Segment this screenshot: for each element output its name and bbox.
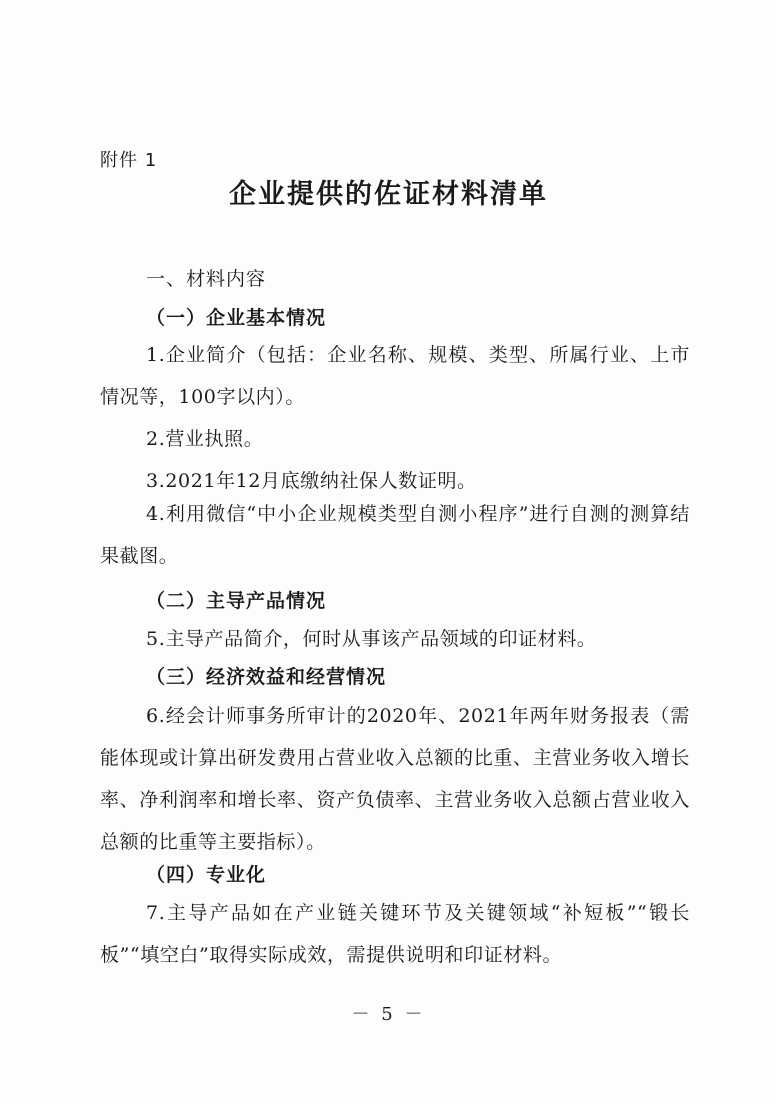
item-4-self-test-screenshot: 4.利用微信“中小企业规模类型自测小程序”进行自测的测算结果截图。 bbox=[100, 503, 690, 567]
section-heading-materials: 一、材料内容 bbox=[146, 268, 267, 290]
subsection-heading-specialization: （四）专业化 bbox=[146, 864, 267, 886]
document-title: 企业提供的佐证材料清单 bbox=[229, 179, 548, 210]
item-1-company-profile: 1.企业简介（包括：企业名称、规模、类型、所属行业、上市情况等，100字以内）。 bbox=[100, 344, 690, 408]
attachment-label: 附件 1 bbox=[100, 150, 158, 171]
page-number: － 5 － bbox=[351, 1004, 426, 1025]
item-3-social-insurance: 3.2021年12月底缴纳社保人数证明。 bbox=[146, 470, 477, 492]
item-6-financial-statements: 6.经会计师事务所审计的2020年、2021年两年财务报表（需能体现或计算出研发费用占营业收入总额的比重、主营业务收入增长率、净利润率和增长率、资产负债率、主营业务收入总额占营业收入总额的比重等主要指标）。 bbox=[100, 705, 690, 853]
subsection-heading-main-products: （二）主导产品情况 bbox=[146, 590, 327, 612]
item-2-business-license: 2.营业执照。 bbox=[146, 428, 264, 450]
item-7-supply-chain-evidence: 7.主导产品如在产业链关键环节及关键领域“补短板”“锻长板”“填空白”取得实际成效，需提供说明和印证材料。 bbox=[100, 902, 690, 966]
subsection-heading-economic-benefits: （三）经济效益和经营情况 bbox=[146, 666, 387, 688]
item-5-product-intro: 5.主导产品简介，何时从事该产品领域的印证材料。 bbox=[146, 628, 597, 650]
subsection-heading-basic-info: （一）企业基本情况 bbox=[146, 307, 327, 329]
